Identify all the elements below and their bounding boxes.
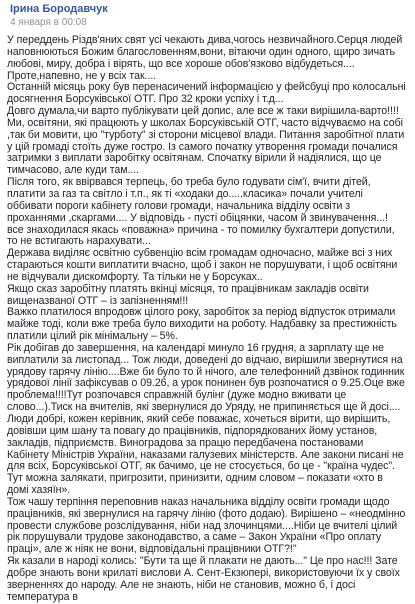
post-author-name[interactable]: Ірина Бородавчук (10, 3, 108, 15)
post-paragraph: Як казали в народі колись: "Бути та ще й плакати не дають..." Це про нас!!! Зате добре знають вони крилаті вислови А. Сент-Екзюпері, використовуючи їх у своїх зверненнях до народу. Але не знають, ніби не становив, можно б, і досі температура в (7, 555, 400, 603)
post-paragraph: Проте,напевно, не у всіх так.... (7, 69, 157, 82)
post-paragraph: Останній місяць року був перенасичений інформацією у фейсбуці про колосальні досягнення Борсуківської ОТГ. Про 32 кроки успіху і т.д... (7, 81, 406, 106)
post-paragraph: Держава виділяє освітню субвенцію всім громадам одночасно, майже всі з них стараються кошти виплатити вчасно, щоб і закон не порушувати, і щоб освітяни не відчували дискомфорту. Та тільки не у Борсуках.. (7, 247, 398, 283)
post-paragraph: Люди добрі, кожен керівник, який себе поважає, хочеться вірити, що вирішить, довівши цим шану та повагу до працівників, підпорядкованих йому установ, закладів, підприємств. Виноградова за працю передбачена постановами Кабінету Міністрів України, наказами галузевих міністерств. Але закони писані не для всіх, Борсуківської ОТГ, як бачимо, це не стосується, бо це - "країна чудес". Тут можна залякати, пригрозити, принизити, одним словом – показати «хто в домі хазяїн». (7, 413, 404, 497)
post-paragraph: Важко платилося впродовж цілого року, заробіток за період відпусток отримали майже тоді, коли вже треба було виходити на роботу. Надбавку за престижність платили цілий рік мінімальну – 5%. (7, 306, 397, 343)
post-paragraph: Рік добігав до завершення, на календарі минуло 16 грудня, а зарплату ще не виплатили за листопад... Тож люди, доведені до відчаю, вирішили звернутися на урядову гарячу лінію....Вже би було то й нічого, але телефонний дзвінок годинник урядової лінії зафіксував о 09.26, а урок понинен був розпочатися о 9.25.Оце вже проблема!!!!Тут розпочався справжній булінг (дуже модно вживати це слово...).Тиск на вчителів, які звернулися до Уряду, не припиняється ще й досі.... (7, 341, 405, 414)
post-paragraph: Після того, як ввірвався терпець, бо треба було годувати сім'ї, вчити дітей, платити за газ та світло і т.п., як ті «ходаки до.....класика» почали учителі оббивати пороги кабінету голови громади, начальника відділу освіти з проханнями ,скаргами.... У відповідь - пусті обіцянки, часом й звинувачення...! все знаходилася якась «поважна» причина - то помилку бухгалтери допустили, то не встигають нарахувати... (7, 176, 395, 248)
post-paragraph: У переддень Різдв'яних свят усі чекають дива,чогось незвичайного.Серця людей наповнюються Божим благословенням,вони, вітаючи один одного, щиро зичать любові, миру, добра і вірять, що все хороше обов'язково відбудеться.... (7, 34, 403, 70)
post-body (7, 35, 407, 604)
post-paragraph: Тож чашу терпіння переповнив наказ начальника відділу освіти громади щодо працівників, які звернулися на гарячу лінію (фото додаю). Вирішено – «неодмінно провести службове розслідування, ніби над злочинцями....Ніби це вчителі цілий рік порушували трудове законодавство, а саме – Закон України «Про оплату праці», але ж ніяк не вони, відповідальні працівники ОТГ?!" (7, 495, 406, 556)
post-paragraph: Ми, освітяни, які працюють у школах Борсуківській ОТГ, часто відчуваємо на собі ,так би мовити, цю "турботу" зі сторони місцевої влади. Питання заробітної плати у цій громаді стоїть дуже гостро. Із самого початку утворення громади почалися затримки з виплати заробітку освітянам. Спочатку вірили й надіялися, що це тимчасово, але куди там.... (7, 116, 405, 177)
post-paragraph: Довго думала,чи варто публікувати цей допис, але все ж таки вирішила-варто!!!! (7, 105, 399, 118)
post-timestamp[interactable]: 4 января в 00:08 (10, 17, 87, 28)
post-paragraph: Якщо сказ заробітну платять вкінці місяця, то працівникам закладів освіти вищеназваної ОТГ – із запізненням!!! (7, 282, 369, 307)
